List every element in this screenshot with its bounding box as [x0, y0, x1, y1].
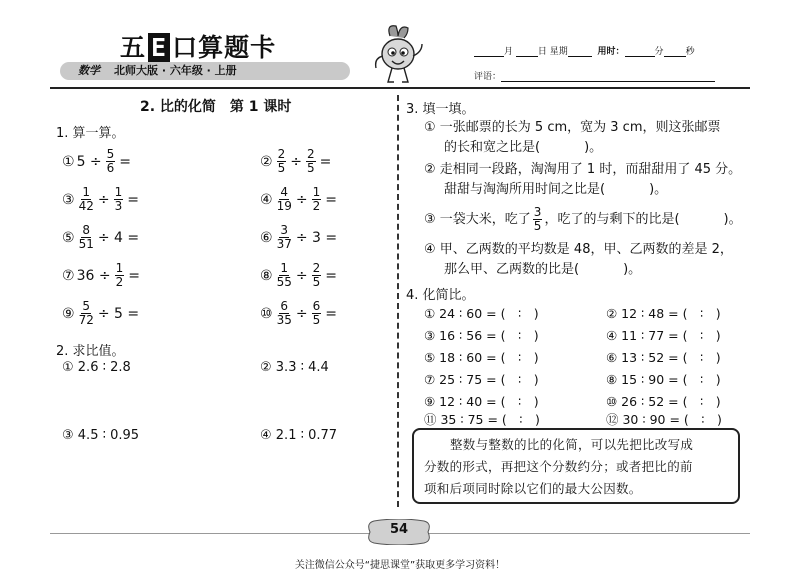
- weekday-label: 星期: [549, 47, 568, 57]
- day-blank[interactable]: [516, 47, 538, 57]
- brand-prefix: 五: [120, 33, 147, 62]
- fill-q4-line1: ④ 甲、乙两数的平均数是 48，甲、乙两数的差是 2，: [424, 242, 733, 257]
- simplify-item-10: ⑩ 26 ∶ 52 = ( ∶ ): [606, 394, 721, 409]
- simplify-item-1: ① 24 ∶ 60 = ( ∶ ): [424, 306, 539, 321]
- fraction: $\frac{2}{5}$: [277, 147, 286, 175]
- fraction: $\frac{6}{35}$: [276, 299, 292, 327]
- simplify-item-9: ⑨ 12 ∶ 40 = ( ∶ ): [424, 394, 539, 409]
- fraction: $\frac{2}{5}$: [312, 261, 321, 289]
- month-blank[interactable]: [474, 47, 504, 57]
- fraction: $\frac{3}{5}$: [533, 205, 542, 233]
- brand-suffix: 口算题卡: [172, 33, 277, 62]
- section4-title: 4. 化简比。: [406, 288, 475, 303]
- simplify-item-7: ⑦ 25 ∶ 75 = ( ∶ ): [424, 372, 539, 387]
- fill-q1-line2: 的长和宽之比是( )。: [444, 140, 603, 155]
- calc-item-5: ⑤ $\frac{8}{51}$ ÷ 4 =: [62, 223, 140, 251]
- simplify-item-6: ⑥ 13 ∶ 52 = ( ∶ ): [606, 350, 721, 365]
- calc-item-3: ③ $\frac{1}{42}$ ÷ $\frac{1}{3}$ =: [62, 185, 139, 213]
- lesson-title: 2. 比的化简 第 1 课时: [140, 99, 292, 115]
- mascot-illustration: [368, 22, 428, 88]
- day-label: 日: [537, 47, 547, 57]
- section1-title: 1. 算一算。: [56, 126, 125, 141]
- fraction: $\frac{4}{19}$: [276, 185, 292, 213]
- calc-item-8: ⑧ $\frac{1}{55}$ ÷ $\frac{2}{5}$ =: [260, 261, 337, 289]
- ratio-value-item-1: ① 2.6 ∶ 2.8: [62, 360, 131, 375]
- column-divider: [397, 95, 399, 507]
- section3-title: 3. 填一填。: [406, 102, 475, 117]
- fill-q3: ③ 一袋大米，吃了 $\frac{3}{5}$ ，吃了的与剩下的比是( )。: [424, 205, 742, 233]
- simplify-item-12: ⑫ 30 ∶ 90 = ( ∶ ): [606, 412, 722, 427]
- calc-item-4: ④ $\frac{4}{19}$ ÷ $\frac{1}{2}$ =: [260, 185, 337, 213]
- fraction: $\frac{2}{5}$: [306, 147, 315, 175]
- brand-e-logo: E: [148, 33, 170, 62]
- minutes-label: 分: [654, 47, 664, 57]
- simplify-item-4: ④ 11 ∶ 77 = ( ∶ ): [606, 328, 721, 343]
- seconds-label: 秒: [685, 47, 695, 57]
- tip-box: [412, 428, 740, 504]
- calc-item-7: ⑦ 36 ÷ $\frac{1}{2}$ =: [62, 261, 140, 289]
- calc-item-9: ⑨ $\frac{5}{72}$ ÷ 5 =: [62, 299, 140, 327]
- footer-note: 关注微信公众号“捷思课堂”获取更多学习资料！: [294, 560, 506, 571]
- section2-title: 2. 求比值。: [56, 344, 125, 359]
- date-row: [474, 44, 695, 57]
- fraction: $\frac{5}{6}$: [106, 147, 115, 175]
- fill-q2-line2: 甜甜与淘淘所用时间之比是( )。: [444, 182, 668, 197]
- fraction: $\frac{1}{2}$: [115, 261, 124, 289]
- fill-q4-line2: 那么甲、乙两数的比是( )。: [444, 262, 642, 277]
- fill-q2-line1: ② 走相同一段路，淘淘用了 1 时，而甜甜用了 45 分。: [424, 162, 742, 177]
- comment-label: 评语：: [474, 72, 502, 82]
- comment-row: [474, 69, 715, 82]
- edition-label: 北师大版 · 六年级 · 上册: [114, 64, 237, 77]
- fraction: $\frac{6}{5}$: [312, 299, 321, 327]
- fill-q1-line1: ① 一张邮票的长为 5 cm，宽为 3 cm，则这张邮票: [424, 120, 721, 135]
- fraction: $\frac{1}{55}$: [276, 261, 292, 289]
- fraction: $\frac{3}{37}$: [276, 223, 292, 251]
- minutes-blank[interactable]: [625, 47, 655, 57]
- tip-line-2: 分数的形式，再把这个分数约分；或者把比的前: [424, 459, 693, 474]
- page-number: 54: [389, 522, 409, 537]
- tip-line-1: 整数与整数的比的化简，可以先把比改写成: [450, 437, 694, 452]
- month-label: 月: [504, 47, 514, 57]
- ratio-value-item-3: ③ 4.5 ∶ 0.95: [62, 428, 140, 443]
- item-num: ①: [62, 153, 75, 170]
- calc-item-6: ⑥ $\frac{3}{37}$ ÷ 3 =: [260, 223, 338, 251]
- fraction: $\frac{8}{51}$: [78, 223, 94, 251]
- fraction: $\frac{1}{2}$: [312, 185, 321, 213]
- fraction: $\frac{1}{3}$: [114, 185, 123, 213]
- fraction: $\frac{5}{72}$: [78, 299, 94, 327]
- simplify-item-2: ② 12 ∶ 48 = ( ∶ ): [606, 306, 721, 321]
- ratio-value-item-4: ④ 2.1 ∶ 0.77: [260, 428, 338, 443]
- ratio-value-item-2: ② 3.3 ∶ 4.4: [260, 360, 329, 375]
- tip-line-3: 项和后项同时除以它们的最大公因数。: [424, 481, 642, 496]
- calc-item-1: ① 5 ÷ $\frac{5}{6}$ =: [62, 147, 132, 175]
- weekday-blank[interactable]: [568, 47, 592, 57]
- simplify-item-3: ③ 16 ∶ 56 = ( ∶ ): [424, 328, 539, 343]
- item-text: 5 ÷: [76, 153, 102, 170]
- simplify-item-8: ⑧ 15 ∶ 90 = ( ∶ ): [606, 372, 721, 387]
- edition-bar: [60, 62, 350, 80]
- time-used-label: 用时：: [597, 47, 625, 57]
- header-divider: [50, 87, 750, 89]
- calc-item-10: ⑩ $\frac{6}{35}$ ÷ $\frac{6}{5}$ =: [260, 299, 337, 327]
- simplify-item-11: ⑪ 35 ∶ 75 = ( ∶ ): [424, 412, 540, 427]
- calc-item-2: ② $\frac{2}{5}$ ÷ $\frac{2}{5}$ =: [260, 147, 332, 175]
- subject-label: 数学: [78, 64, 100, 77]
- simplify-item-5: ⑤ 18 ∶ 60 = ( ∶ ): [424, 350, 539, 365]
- brand-title: [120, 28, 276, 64]
- comment-blank[interactable]: [501, 72, 715, 82]
- seconds-blank[interactable]: [664, 47, 686, 57]
- fraction: $\frac{1}{42}$: [78, 185, 94, 213]
